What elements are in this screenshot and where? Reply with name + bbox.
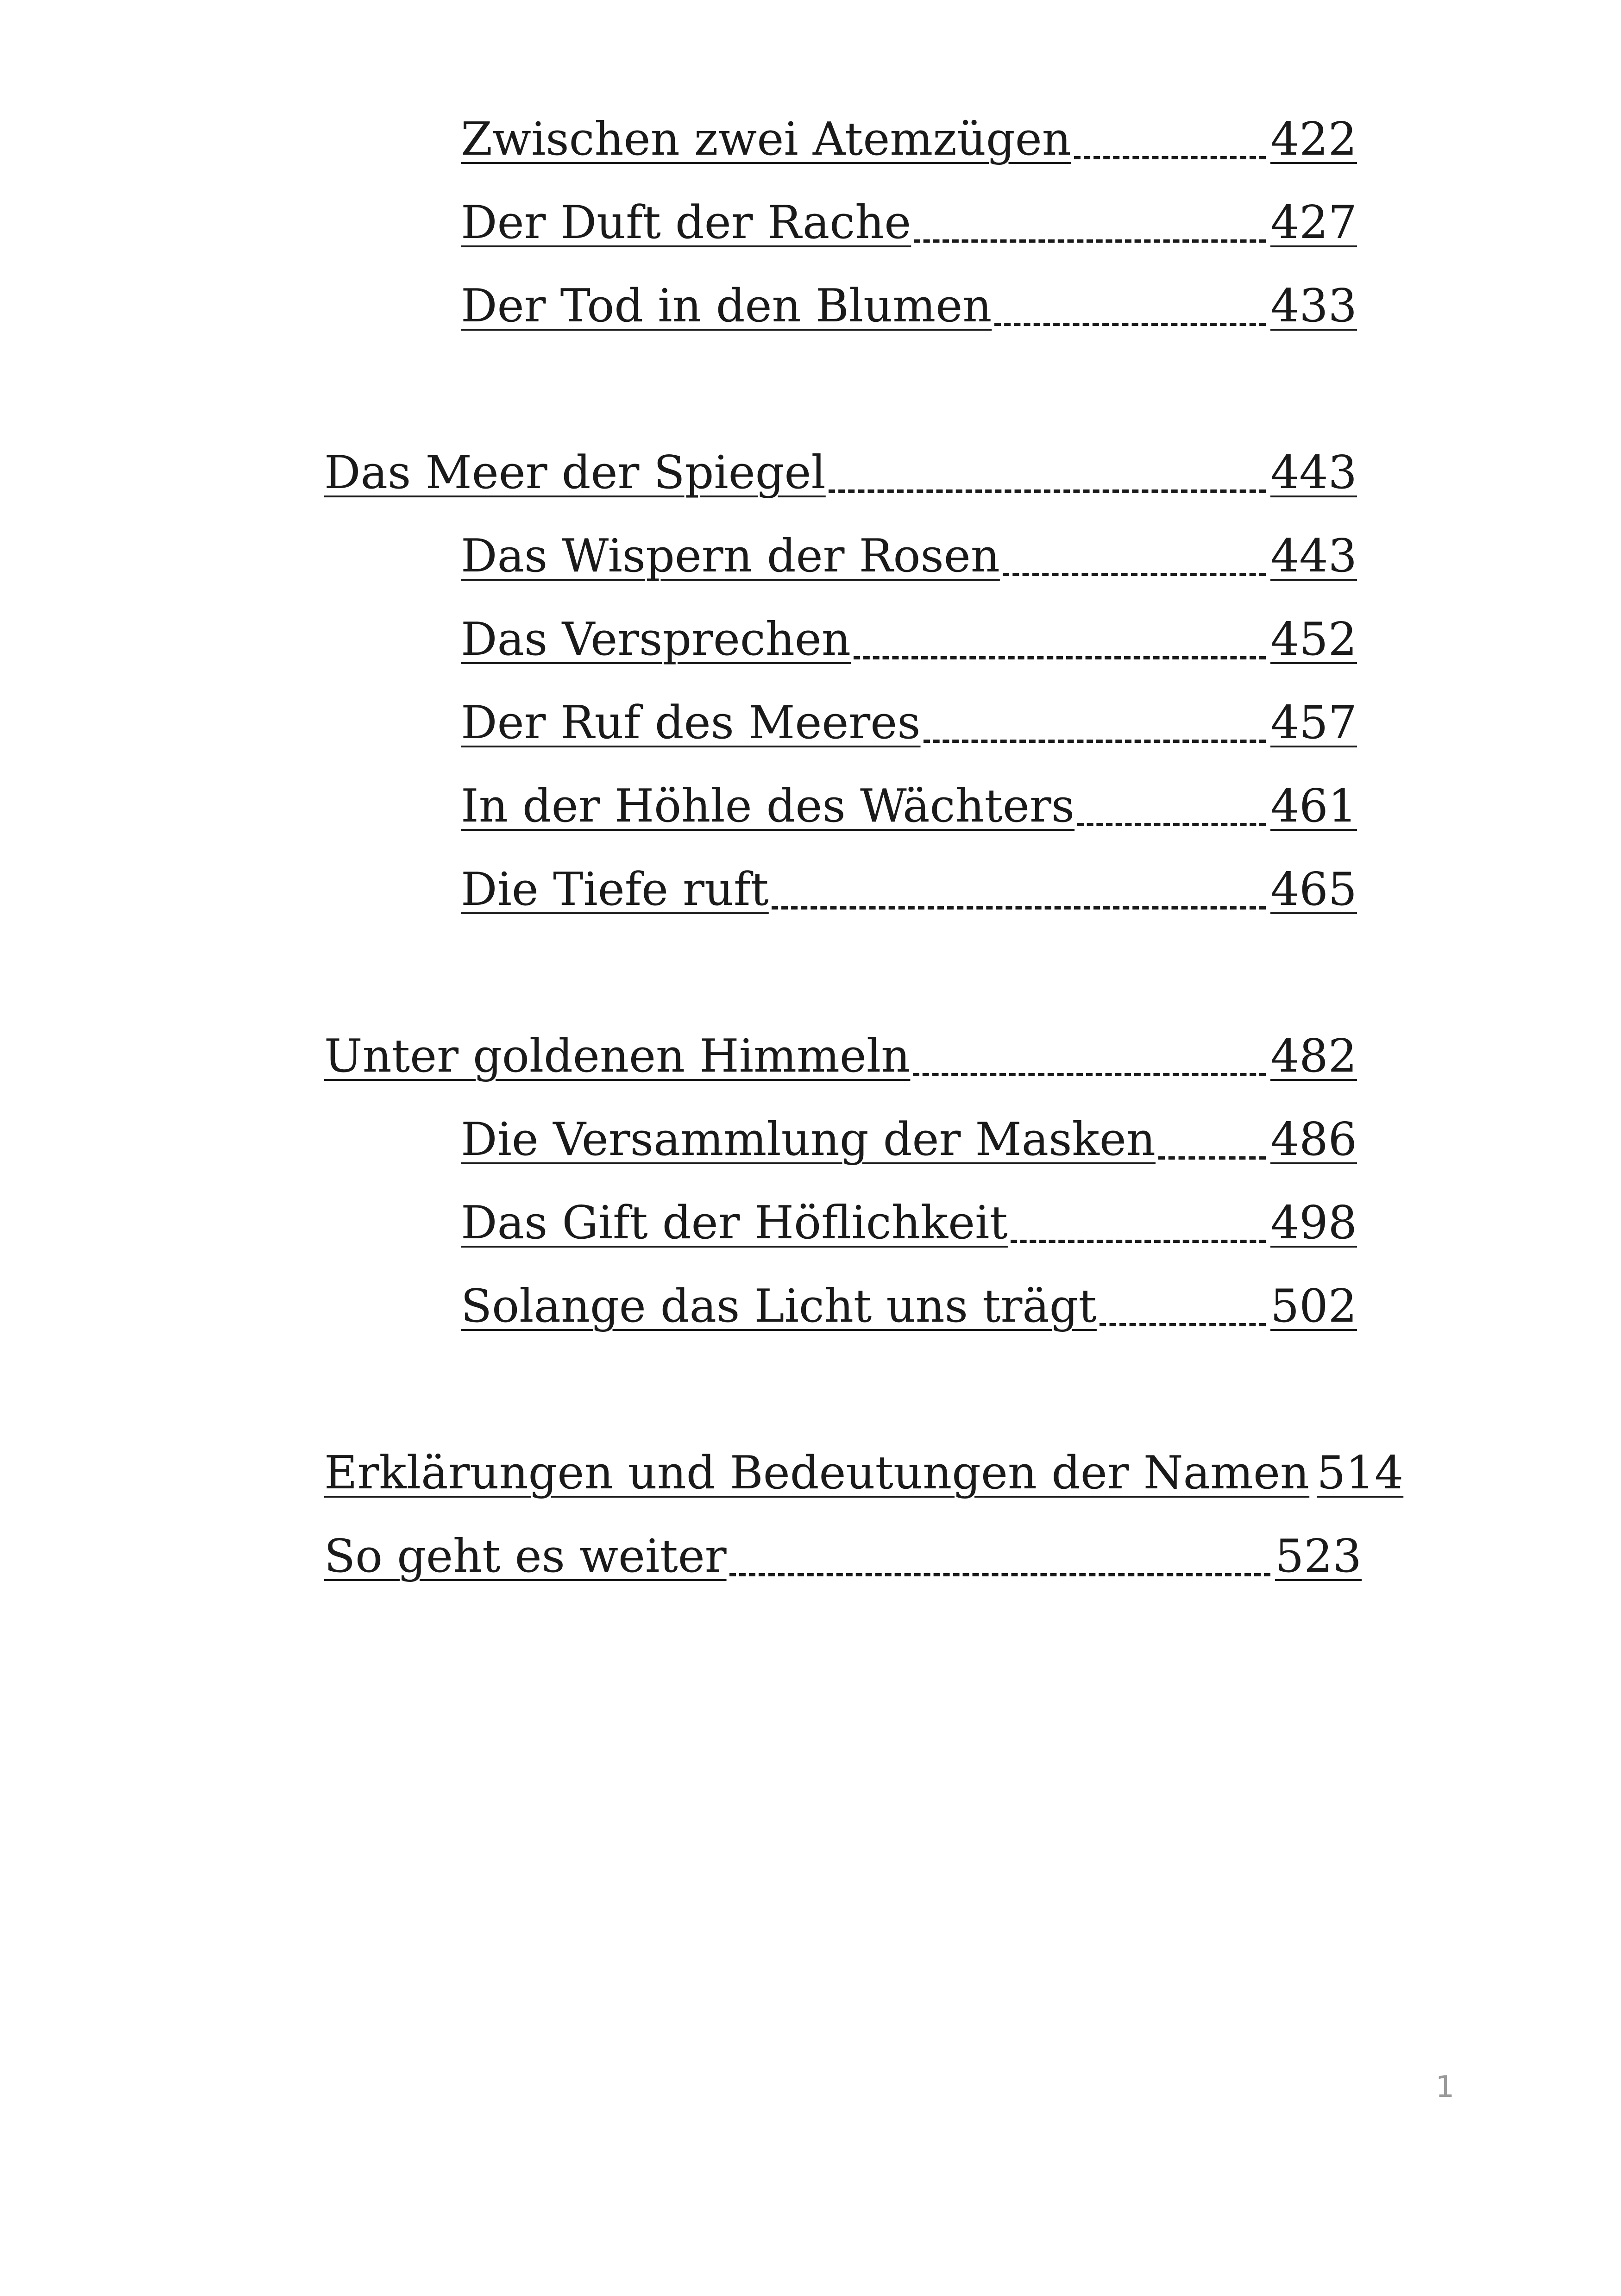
toc-leader-dashes: [913, 1073, 1266, 1076]
toc-leader-dashes: [1158, 1156, 1266, 1160]
toc-entry-so-geht-es-weiter[interactable]: [324, 1510, 1362, 1583]
toc-entry-page-number: 457: [1270, 696, 1357, 749]
toc-entry-page-number: 465: [1270, 863, 1357, 916]
toc-entry-title: Die Versammlung der Masken: [461, 1113, 1156, 1166]
toc-leader-dashes: [854, 656, 1266, 659]
toc-entry-page-number: 482: [1270, 1030, 1357, 1083]
toc-entry-title: Das Meer der Spiegel: [324, 446, 826, 499]
toc-leader-dashes: [994, 323, 1266, 326]
toc-entry-page-number: 523: [1275, 1530, 1362, 1583]
toc-entry-title: Die Tiefe ruft: [461, 863, 769, 916]
toc-entry-der-tod-in-den-blumen[interactable]: [461, 259, 1357, 332]
toc-entry-title: So geht es weiter: [324, 1530, 727, 1583]
toc-leader-dashes: [1003, 573, 1266, 576]
toc-entry-unter-goldenen-himmeln[interactable]: [324, 1010, 1357, 1083]
toc-entry-in-der-hoehle-des-waechters[interactable]: [461, 759, 1357, 833]
toc-leader-dashes: [1100, 1323, 1266, 1326]
toc-entry-title: Erklärungen und Bedeutungen der Namen: [324, 1447, 1310, 1499]
toc-entry-page-number: 422: [1270, 113, 1357, 166]
toc-leader-dashes: [772, 906, 1266, 910]
toc-entry-page-number: 427: [1270, 196, 1357, 249]
toc-entry-title: Der Tod in den Blumen: [461, 280, 992, 332]
toc-entry-title: Das Wispern der Rosen: [461, 530, 1000, 583]
toc-entry-page-number: 461: [1270, 780, 1357, 833]
toc-entry-der-ruf-des-meeres[interactable]: [461, 676, 1357, 749]
toc-entry-erklaerungen-und-bedeutungen-der-namen[interactable]: [324, 1426, 1404, 1499]
toc-leader-dashes: [729, 1573, 1270, 1576]
toc-entry-page-number: 514: [1317, 1447, 1404, 1499]
toc-leader-dashes: [1077, 823, 1266, 826]
page-number: 1: [1435, 2070, 1455, 2104]
toc-entry-zwischen-zwei-atemzuegen[interactable]: [461, 93, 1357, 166]
toc-leader-dashes: [914, 239, 1266, 243]
toc-entry-das-wispern-der-rosen[interactable]: [461, 509, 1357, 583]
toc-entry-title: Das Versprechen: [461, 613, 851, 666]
toc-leader-dashes: [1011, 1240, 1266, 1243]
toc-entry-title: Das Gift der Höflichkeit: [461, 1197, 1008, 1249]
toc-leader-dashes: [829, 489, 1266, 493]
toc-entry-page-number: 443: [1270, 446, 1357, 499]
toc-entry-die-tiefe-ruft[interactable]: [461, 843, 1357, 916]
toc-entry-das-meer-der-spiegel[interactable]: [324, 426, 1357, 499]
toc-entry-page-number: 502: [1270, 1280, 1357, 1333]
toc-entry-solange-das-licht-uns-traegt[interactable]: [461, 1260, 1357, 1333]
toc-entry-title: Der Duft der Rache: [461, 196, 911, 249]
toc-entry-das-versprechen[interactable]: [461, 593, 1357, 666]
toc-leader-dashes: [1074, 156, 1266, 159]
toc-entry-der-duft-der-rache[interactable]: [461, 176, 1357, 249]
toc-entry-page-number: 486: [1270, 1113, 1357, 1166]
toc-entry-title: Zwischen zwei Atemzügen: [461, 113, 1071, 166]
toc-leader-dashes: [924, 740, 1266, 743]
toc-entry-das-gift-der-hoeflichkeit[interactable]: [461, 1176, 1357, 1249]
toc-entry-title: Solange das Licht uns trägt: [461, 1280, 1097, 1333]
toc-entry-page-number: 433: [1270, 280, 1357, 332]
toc-entry-page-number: 498: [1270, 1197, 1357, 1249]
toc-entry-die-versammlung-der-masken[interactable]: [461, 1093, 1357, 1166]
toc-entry-page-number: 452: [1270, 613, 1357, 666]
toc-entry-title: Unter goldenen Himmeln: [324, 1030, 911, 1083]
toc-entry-title: Der Ruf des Meeres: [461, 696, 921, 749]
toc-entry-page-number: 443: [1270, 530, 1357, 583]
toc-entry-title: In der Höhle des Wächters: [461, 780, 1075, 833]
